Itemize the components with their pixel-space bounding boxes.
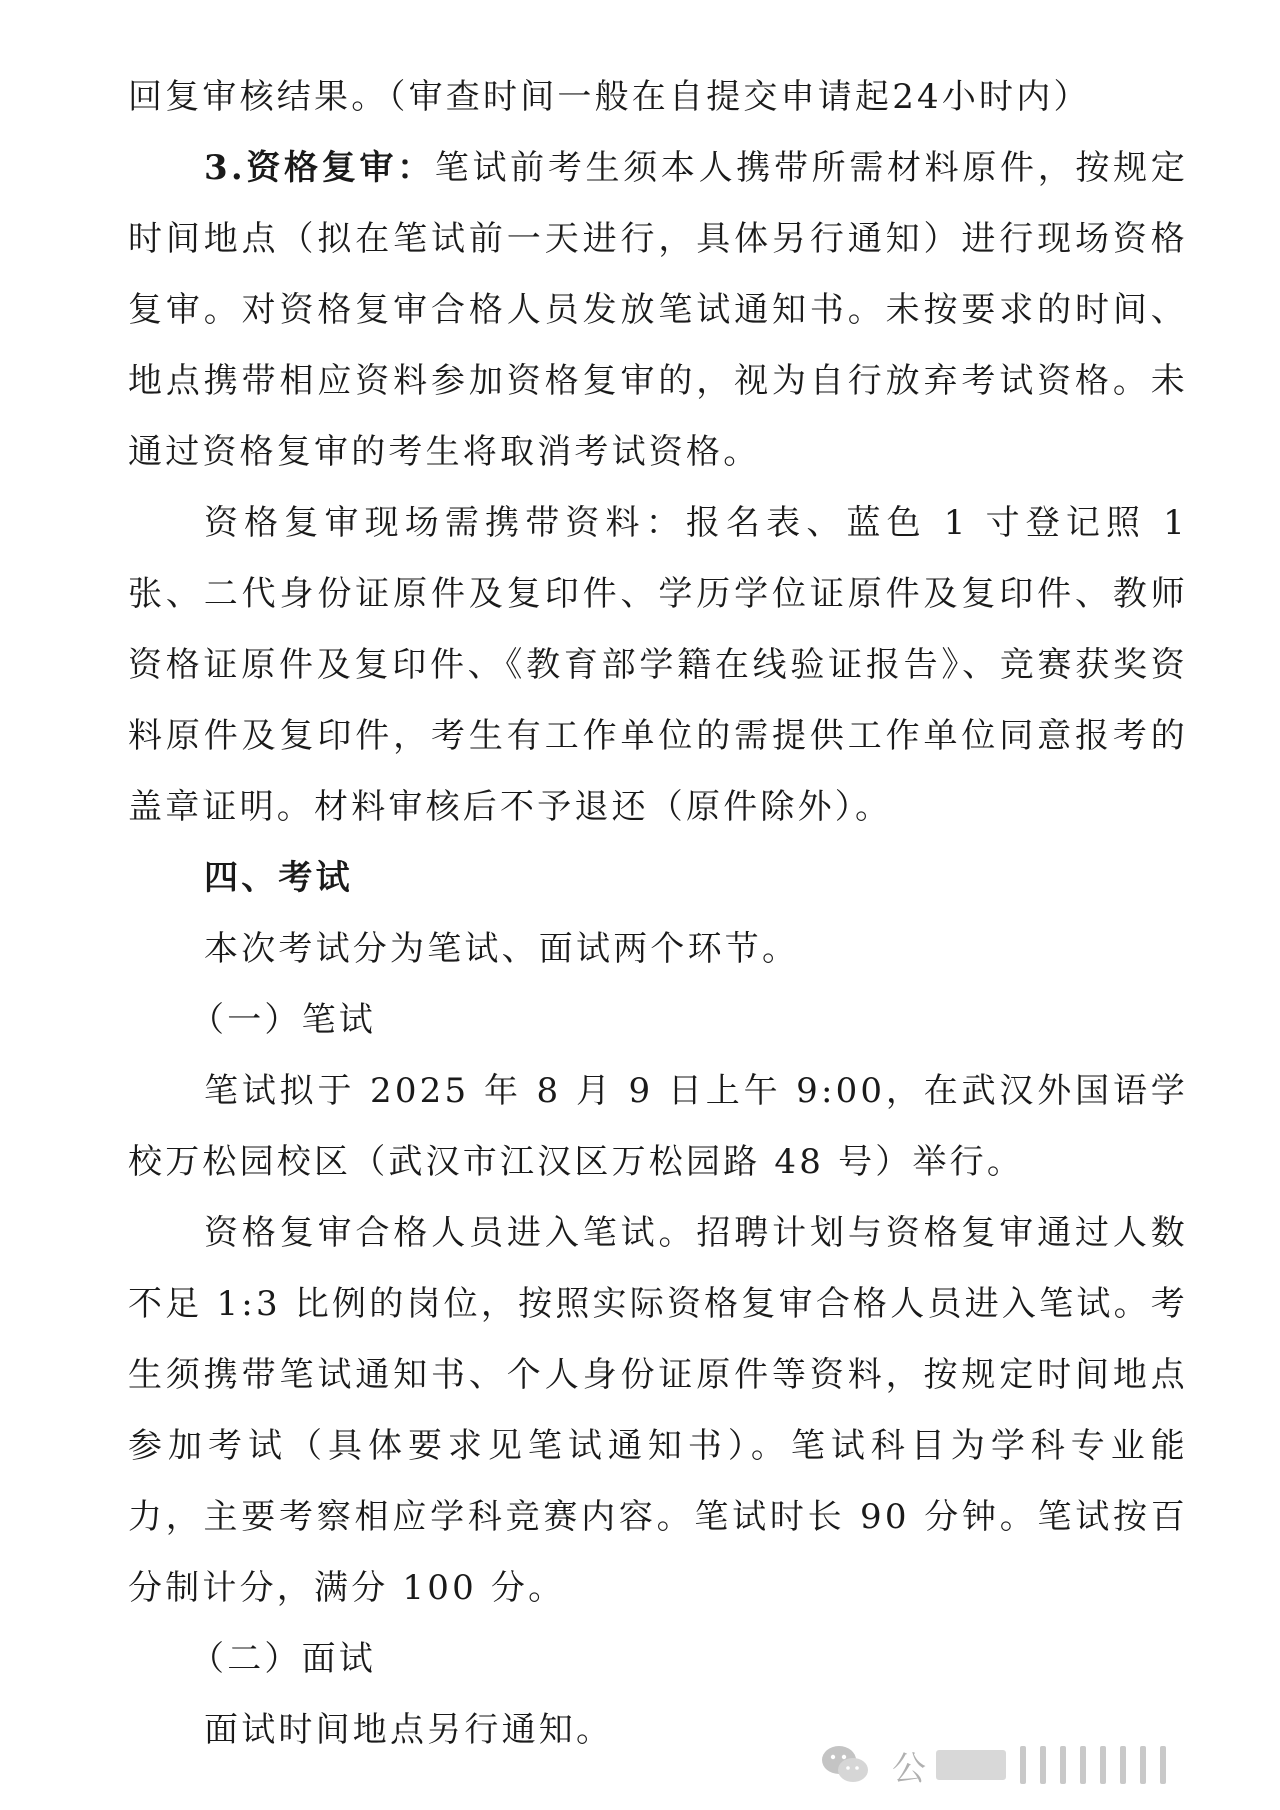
watermark-obscured-name xyxy=(936,1746,1180,1784)
subheading-interview: （二）面试 xyxy=(190,1639,376,1679)
wechat-watermark xyxy=(820,1735,1260,1795)
wechat-icon xyxy=(820,1744,870,1786)
watermark-blur-bar xyxy=(1080,1746,1086,1784)
paragraph-required-materials: 资格复审现场需携带资料：报名表、蓝色 1 寸登记照 1 张、二代身份证原件及复印件、学历学位证原件及复印件、教师资格证原件及复印件、《教育部学籍在线验证报告》、竞赛获奖资料原件及复印件，考生有工作单位的需提供工作单位同意报考的盖章证明。材料审核后不予退还（原件除外）。 xyxy=(128,503,1188,827)
recheck-text: 笔试前考生须本人携带所需材料原件，按规定时间地点（拟在笔试前一天进行，具体另行通知）进行现场资格复审。对资格复审合格人员发放笔试通知书。未按要求的时间、地点携带相应资料参加资格复审的，视为自行放弃考试资格。未通过资格复审的考生将取消考试资格。 xyxy=(128,148,1188,472)
paragraph-written-exam-details: 资格复审合格人员进入笔试。招聘计划与资格复审通过人数不足 1:3 比例的岗位，按照实际资格复审合格人员进入笔试。考生须携带笔试通知书、个人身份证原件等资料，按规定时间地点参加考试（具体要求见笔试通知书）。笔试科目为学科专业能力，主要考察相应学科竞赛内容。笔试时长 90 分钟。笔试按百分制计分，满分 100 分。 xyxy=(128,1213,1188,1608)
section-heading-exam: 四、考试 xyxy=(204,858,353,898)
watermark-blur-bar xyxy=(1040,1746,1046,1784)
subheading-written-exam: （一）笔试 xyxy=(190,1000,376,1040)
watermark-blur-bar xyxy=(1120,1746,1126,1784)
paragraph-exam-intro: 本次考试分为笔试、面试两个环节。 xyxy=(204,929,800,969)
watermark-blur-block xyxy=(936,1750,1006,1780)
watermark-blur-bar xyxy=(1100,1746,1106,1784)
watermark-blur-bar xyxy=(1020,1746,1026,1784)
watermark-blur-bar xyxy=(1140,1746,1146,1784)
paragraph-qualification-recheck xyxy=(128,133,1188,488)
watermark-text: 公 xyxy=(892,1748,928,1789)
document-body xyxy=(128,62,1188,1766)
watermark-blur-bar xyxy=(1060,1746,1066,1784)
watermark-blur-bar xyxy=(1160,1746,1166,1784)
paragraph-written-exam-time: 笔试拟于 2025 年 8 月 9 日上午 9:00，在武汉外国语学校万松园校区（武汉市江汉区万松园路 48 号）举行。 xyxy=(128,1071,1188,1182)
paragraph-interview-notice: 面试时间地点另行通知。 xyxy=(204,1710,614,1750)
paragraph-review-result: 回复审核结果。（审查时间一般在自提交申请起24小时内） xyxy=(128,77,1091,117)
recheck-heading: 3.资格复审： xyxy=(204,148,435,188)
